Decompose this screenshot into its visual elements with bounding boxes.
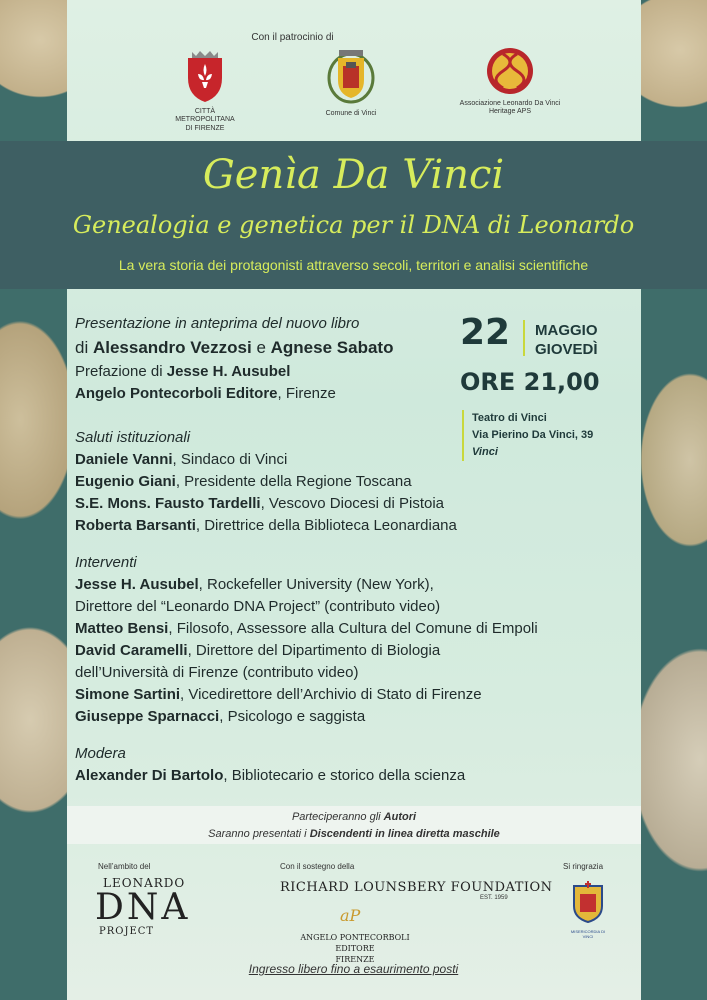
- firenze-logo: [170, 48, 240, 133]
- presentation-intro: Presentazione in anteprima del nuovo libro: [75, 315, 360, 332]
- moderator-section: [75, 743, 615, 787]
- book-authors: di Alessandro Vezzosi e Agnese Sabato: [75, 338, 394, 357]
- heritage-logo: [452, 46, 568, 117]
- patronage-label: Con il patrocinio di: [251, 32, 334, 43]
- vinci-logo: [316, 44, 386, 118]
- publisher-mark: aP: [340, 906, 361, 925]
- preface-line: Prefazione di Jesse H. Ausubel: [75, 363, 291, 380]
- greeting-row: Eugenio Giani, Presidente della Regione Toscana: [75, 473, 412, 490]
- event-day: 22: [460, 312, 511, 353]
- authors-note: Parteciperanno gli Autori Saranno presentati i Discendenti in linea diretta maschile: [67, 806, 641, 844]
- talk-row: David Caramelli, Direttore del Dipartimento di Biologia: [75, 642, 441, 659]
- thanks-label: Si ringrazia: [563, 862, 604, 871]
- publisher-line: Angelo Pontecorboli Editore, Firenze: [75, 385, 336, 402]
- greetings-heading: Saluti istituzionali: [75, 429, 191, 446]
- event-time: ORE 21,00: [460, 368, 600, 396]
- talk-row: dell’Università di Firenze (contributo video): [75, 664, 359, 681]
- event-title: Genìa Da Vinci: [202, 152, 505, 198]
- event-subtitle: Genealogia e genetica per il DNA di Leonardo: [72, 211, 635, 239]
- greeting-row: Roberta Barsanti, Direttrice della Biblioteca Leonardiana: [75, 517, 457, 534]
- talk-row: Matteo Bensi, Filosofo, Assessore alla Cultura del Comune di Empoli: [75, 620, 538, 637]
- venue-name: Teatro di Vinci: [472, 412, 547, 424]
- venue-town: Vinci: [472, 446, 498, 458]
- misericordia-logo: [566, 880, 610, 939]
- support-label: Con il sostegno della: [280, 862, 355, 871]
- firenze-caption-2: DI FIRENZE: [185, 124, 225, 132]
- presentation-block: [75, 313, 455, 405]
- leonardo-dna-project-logo: LEONARDO DNA PROJECT: [95, 876, 191, 937]
- foundation-est: EST. 1959: [480, 895, 508, 901]
- context-label: Nell’ambito del: [98, 862, 151, 871]
- author-2: Agnese Sabato: [270, 338, 394, 357]
- moderator-row: Alexander Di Bartolo, Bibliotecario e storico della scienza: [75, 767, 466, 784]
- publisher-logo-text: ANGELO PONTECORBOLI EDITORE FIRENZE: [300, 933, 410, 964]
- talk-row: Direttore del “Leonardo DNA Project” (contributo video): [75, 598, 441, 615]
- vinci-crest-icon: [326, 44, 376, 106]
- talks-section: [75, 552, 615, 728]
- event-tagline: La vera storia dei protagonisti attraverso secoli, territori e analisi scientifiche: [118, 257, 589, 273]
- date-divider: [523, 320, 525, 356]
- heritage-caption-1: Associazione Leonardo Da Vinci: [459, 100, 561, 107]
- venue-address: Via Pierino Da Vinci, 39: [472, 429, 594, 441]
- heritage-caption-2: Heritage APS: [488, 108, 532, 116]
- greetings-section: [75, 427, 595, 537]
- greeting-row: S.E. Mons. Fausto Tardelli, Vescovo Diocesi di Pistoia: [75, 495, 445, 512]
- free-entry-note: Ingresso libero fino a esaurimento posti: [248, 962, 459, 976]
- author-1: Alessandro Vezzosi: [92, 338, 252, 357]
- talk-row: Giuseppe Sparnacci, Psicologo e saggista: [75, 708, 366, 725]
- talk-row: Simone Sartini, Vicedirettore dell’Archivio di Stato di Firenze: [75, 686, 482, 703]
- talks-heading: Interventi: [75, 554, 137, 571]
- misericordia-shield-icon: [570, 880, 606, 924]
- greeting-row: Daniele Vanni, Sindaco di Vinci: [75, 451, 288, 468]
- moderator-heading: Modera: [75, 745, 126, 762]
- foundation-name: RICHARD LOUNSBERY FOUNDATION: [280, 880, 553, 895]
- talk-row: Jesse H. Ausubel, Rockefeller University (New York),: [75, 576, 434, 593]
- misericordia-caption: MISERICORDIA DI VINCI: [570, 929, 606, 939]
- vinci-caption: Comune di Vinci: [325, 110, 377, 117]
- event-month-weekday: MAGGIO GIOVEDÌ: [535, 322, 598, 358]
- firenze-lily-shield-icon: [182, 48, 228, 104]
- dna-helix-seal-icon: [485, 46, 535, 96]
- firenze-caption-1: CITTÀ METROPOLITANA: [175, 108, 235, 124]
